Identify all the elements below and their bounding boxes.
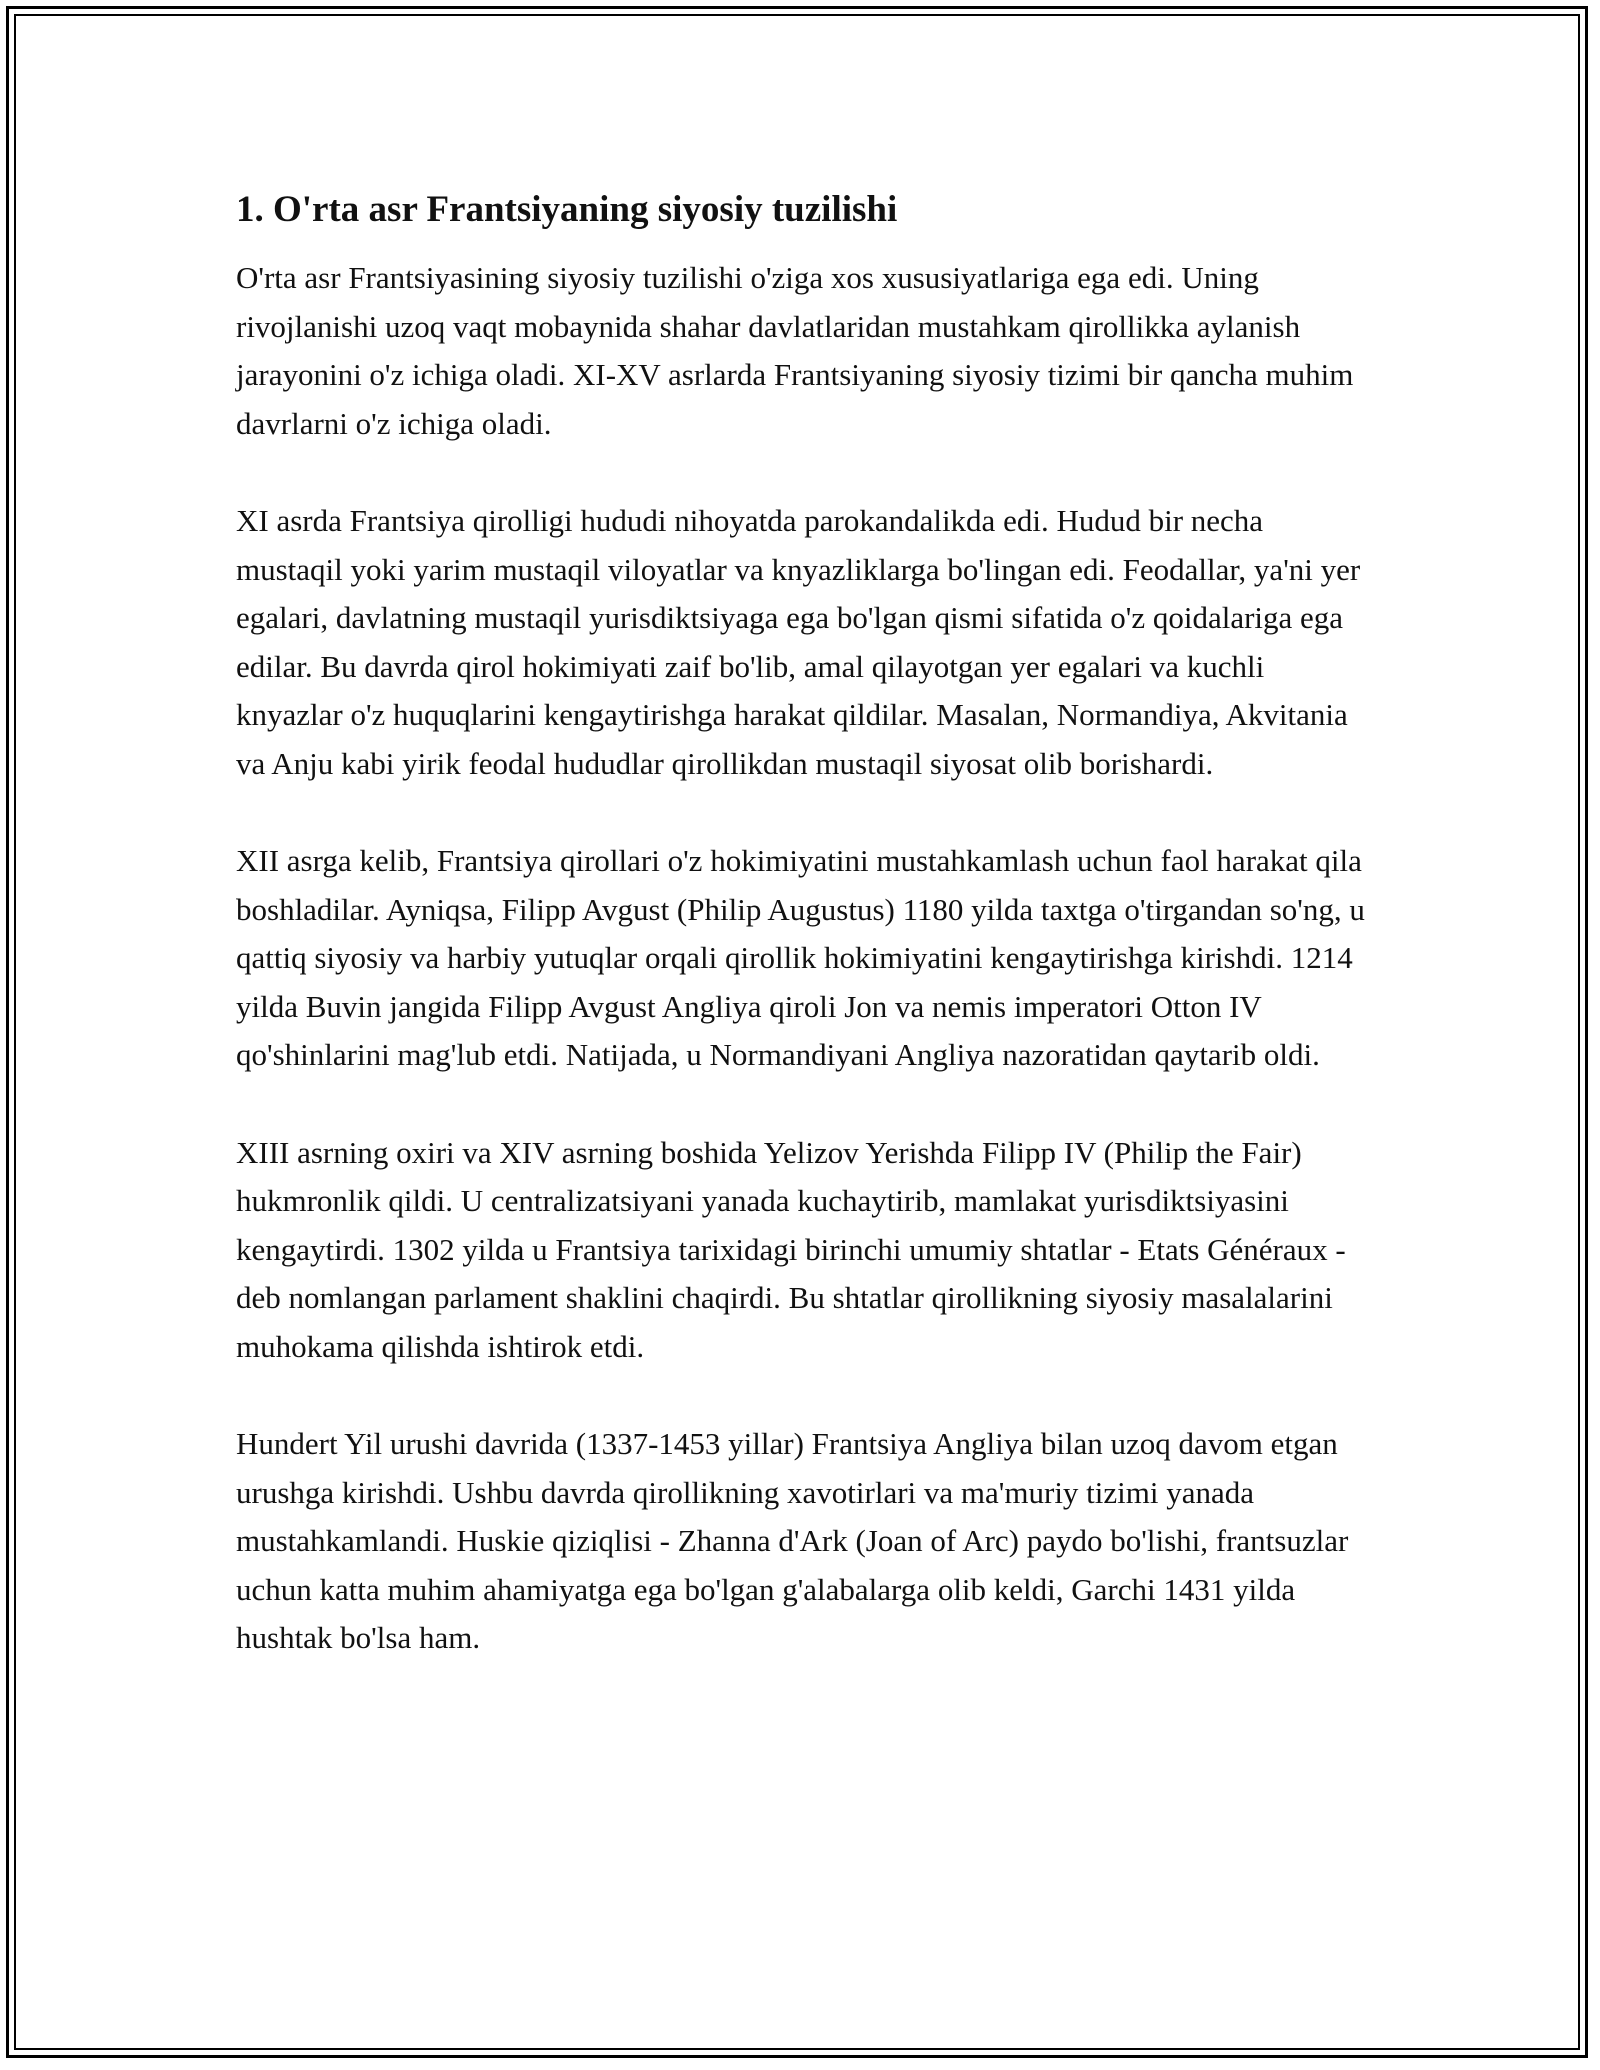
paragraph-1: O'rta asr Frantsiyasining siyosiy tuzilishi o'ziga xos xususiyatlariga ega edi. Uning rivojlanishi uzoq vaqt mobaynida shahar davlatlaridan mustahkam qirollikka aylanish jarayonini o'z ichiga oladi. XI-XV asrlarda Frantsiyaning siyosiy tizimi bir qancha muhim davrlarni o'z ichiga oladi. [236, 260, 1354, 441]
paragraph-5: Hundert Yil urushi davrida (1337-1453 yillar) Frantsiya Angliya bilan uzoq davom etgan urushga kirishdi. Ushbu davrda qirollikning xavotirlari va ma'muriy tizimi yanada mustahkamlandi. Huskie qiziqlisi - Zhanna d'Ark (Joan of Arc) paydo bo'lishi, frantsuzlar uchun katta muhim ahamiyatga ega bo'lgan g'alabalarga olib keldi, Garchi 1431 yilda hushtak bo'lsa ham. [236, 1426, 1349, 1655]
paragraph-4: XIII asrning oxiri va XIV asrning boshida Yelizov Yerishda Filipp IV (Philip the Fair) hukmronlik qildi. U centralizatsiyani yanada kuchaytirib, mamlakat yurisdiktsiyasini kengaytirdi. 1302 yilda u Frantsiya tarixidagi birinchi umumiy shtatlar - Etats Généraux - deb nomlangan parlament shaklini chaqirdi. Bu shtatlar qirollikning siyosiy masalalarini muhokama qilishda ishtirok etdi. [236, 1134, 1346, 1364]
document-body [236, 186, 1366, 1712]
paragraph-3: XII asrga kelib, Frantsiya qirollari o'z hokimiyatini mustahkamlash uchun faol harakat qila boshladilar. Ayniqsa, Filipp Avgust (Philip Augustus) 1180 yilda taxtga o'tirgandan so'ng, u qattiq siyosiy va harbiy yutuqlar orqali qirollik hokimiyatini kengaytirishga kirishdi. 1214 yilda Buvin jangida Filipp Avgust Angliya qiroli Jon va nemis imperatori Otton IV qo'shinlarini mag'lub etdi. Natijada, u Normandiyani Angliya nazoratidan qaytarib oldi. [236, 843, 1365, 1072]
paragraph-2: XI asrda Frantsiya qirolligi hududi nihoyatda parokandalikda edi. Hudud bir necha mustaqil yoki yarim mustaqil viloyatlar va knyazliklarga bo'lingan edi. Feodallar, ya'ni yer egalari, davlatning mustaqil yurisdiktsiyaga ega bo'lgan qismi sifatida o'z qoidalariga ega edilar. Bu davrda qirol hokimiyati zaif bo'lib, amal qilayotgan yer egalari va kuchli knyazlar o'z huquqlarini kengaytirishga harakat qildilar. Masalan, Normandiya, Akvitania va Anju kabi yirik feodal hududlar qirollikdan mustaqil siyosat olib borishardi. [236, 503, 1361, 781]
section-title: 1. O'rta asr Frantsiyaning siyosiy tuzilishi [236, 189, 898, 230]
